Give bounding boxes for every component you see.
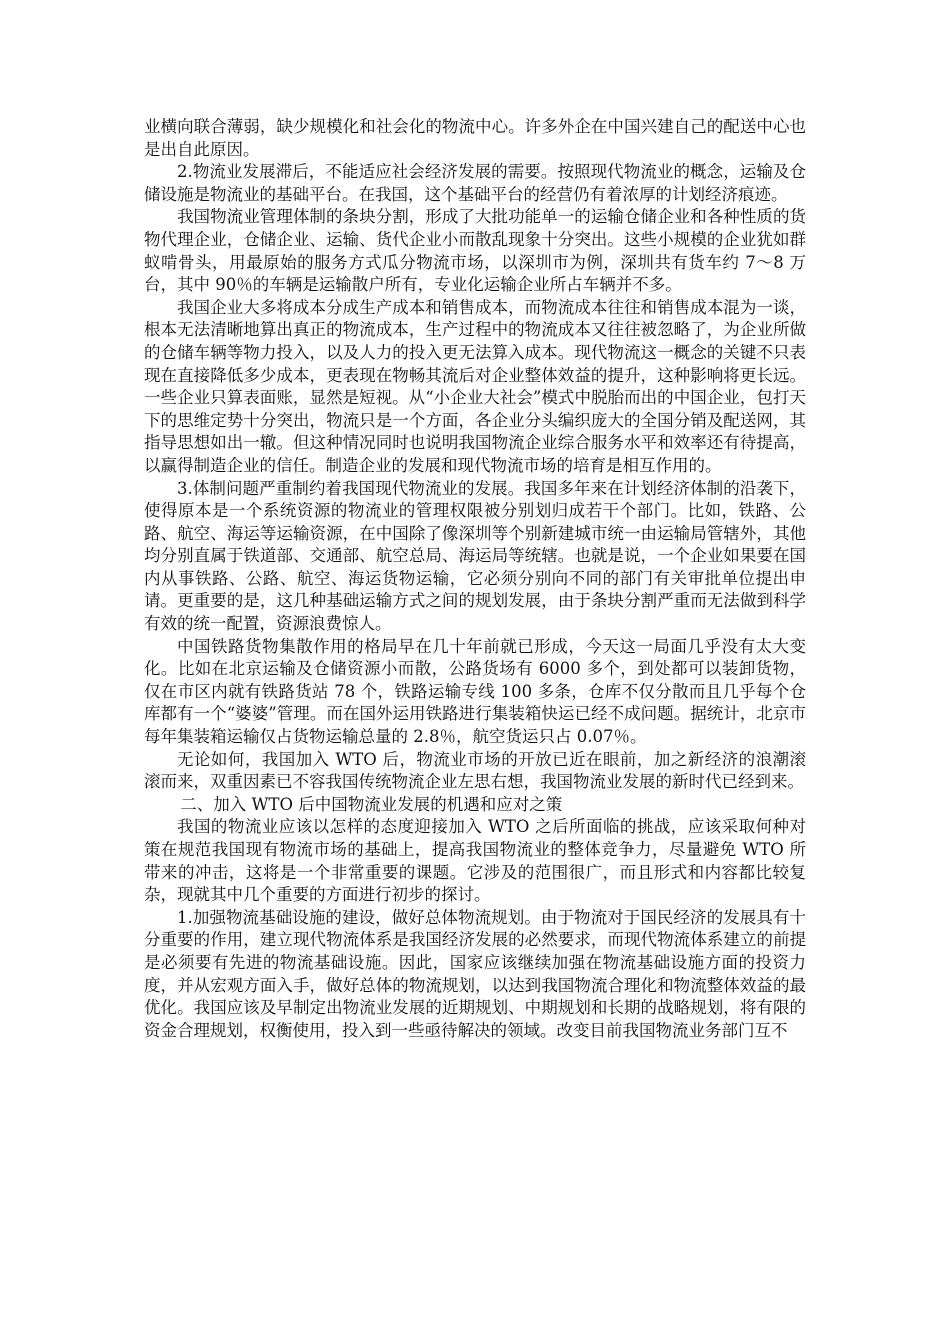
paragraph-infrastructure: 1.加强物流基础设施的建设，做好总体物流规划。由于物流对于国民经济的发展具有十分重要的作用，建立现代物流体系是我国经济发展的必然要求，而现代物流体系建立的前提是必须要有先进的物流基础设施。因此，国家应该继续加强在物流基础设施方面的投资力度，并从宏观方面入手，做好总体的物流规划，以达到我国物流合理化和物流整体效益的最优化。我国应该及早制定出物流业发展的近期规划、中期规划和长期的战略规划，将有限的资金合理规划，权衡使用，投入到一些亟待解决的领域。改变目前我国物流业务部门互不 [144, 907, 806, 1040]
paragraph-logistics-cost: 我国企业大多将成本分成生产成本和销售成本，而物流成本往往和销售成本混为一谈，根本无法清晰地算出真正的物流成本，生产过程中的物流成本又往往被忽略了，为企业所做的仓储车辆等物力投入，以及人力的投入更无法算入成本。现代物流这一概念的关键不只表现在直接降低多少成本，更表现在物畅其流后对企业整体效益的提升，这种影响将更长远。一些企业只算表面账，显然是短视。从“小企业大社会”模式中脱胎而出的中国企业，包打天下的思维定势十分突出，物流只是一个方面，各企业分头编织庞大的全国分销及配送网，其指导思想如出一辙。但这种情况同时也说明我国物流企业综合服务水平和效率还有待提高，以赢得制造企业的信任。制造企业的发展和现代物流市场的培育是相互作用的。 [144, 297, 806, 475]
paragraph-railway-freight: 中国铁路货物集散作用的格局早在几十年前就已形成，今天这一局面几乎没有太大变化。比如在北京运输及仓储资源小而散，公路货场有 6000 多个，到处都可以装卸货物，仅在市区内就有铁路货站 78 个，铁路运输专线 100 多条，仓库不仅分散而且几乎每个仓库都有一个“婆婆”管理。而在国外运用铁路进行集装箱快运已经不成问题。据统计，北京市每年集装箱运输仅占货物运输总量的 2.8％，航空货运只占 0.07％。 [144, 636, 806, 747]
paragraph-wto-era: 无论如何，我国加入 WTO 后，物流业市场的开放已近在眼前，加之新经济的浪潮滚滚而来，双重因素已不容我国传统物流企业左思右想，我国物流业发展的新时代已经到来。 [144, 749, 806, 792]
section-heading: 二、加入 WTO 后中国物流业发展的机遇和应对之策 [180, 794, 563, 814]
paragraph-logistics-lag: 2.物流业发展滞后，不能适应社会经济发展的需要。按照现代物流业的概念，运输及仓储设施是物流业的基础平台。在我国，这个基础平台的经营仍有着浓厚的计划经济痕迹。 [144, 162, 806, 204]
paragraph-institutional-problems: 3.体制问题严重制约着我国现代物流业的发展。我国多年来在计划经济体制的沿袭下，使得原本是一个系统资源的物流业的管理权限被分别划归成若干个部门。比如，铁路、公路、航空、海运等运输资源，在中国除了像深圳等个别新建城市统一由运输局管辖外，其他均分别直属于铁道部、交通部、航空总局、海运局等统辖。也就是说，一个企业如果要在国内从事铁路、公路、航空、海运货物运输，它必须分别向不同的部门有关审批单位提出申请。更重要的是，这几种基础运输方式之间的规划发展，由于条块分割严重而无法做到科学有效的统一配置，资源浪费惊人。 [144, 478, 806, 634]
paragraph-management-fragmentation: 我国物流业管理体制的条块分割，形成了大批功能单一的运输仓储企业和各种性质的货物代理企业，仓储企业、运输、货代企业小而散乱现象十分突出。这些小规模的企业犹如群蚁啃骨头，用最原始的服务方式瓜分物流市场，以深圳市为例，深圳共有货车约 7～8 万台，其中 90％的车辆是运输散户所有，专业化运输企业所占车辆并不多。 [144, 207, 806, 295]
document-page [144, 116, 806, 1042]
paragraph-continuation: 业横向联合薄弱，缺少规模化和社会化的物流中心。许多外企在中国兴建自己的配送中心也是出自此原因。 [144, 117, 806, 159]
paragraph-wto-challenge: 我国的物流业应该以怎样的态度迎接加入 WTO 之后所面临的挑战，应该采取何种对策在规范我国现有物流市场的基础上，提高我国物流业的整体竞争力，尽量避免 WTO 所带来的冲击，这将是一个非常重要的课题。它涉及的范围很广，而且形式和内容都比较复杂，现就其中几个重要的方面进行初步的探讨。 [144, 817, 806, 905]
